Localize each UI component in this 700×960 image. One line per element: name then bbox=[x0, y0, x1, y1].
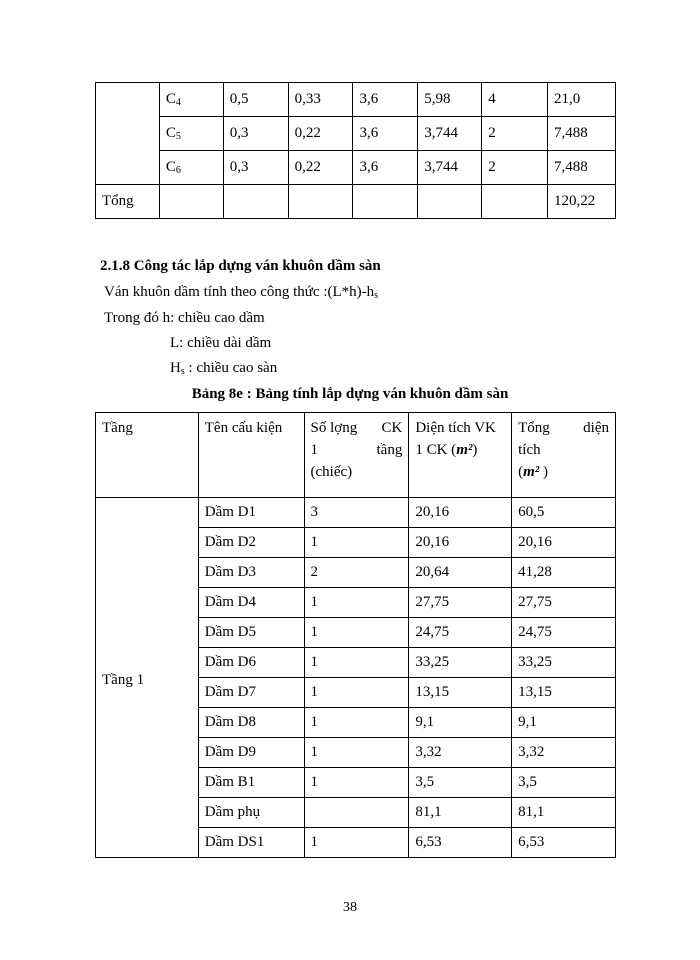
slab-height-line: Hs : chiều cao sàn bbox=[170, 360, 278, 377]
area-cell: 27,75 bbox=[409, 588, 512, 618]
area-cell: 13,15 bbox=[409, 678, 512, 708]
component-cell: Dầm D9 bbox=[198, 738, 304, 768]
component-cell: Dầm D2 bbox=[198, 528, 304, 558]
page-number: 38 bbox=[343, 900, 357, 915]
cell: 2 bbox=[482, 151, 548, 185]
table-row bbox=[96, 151, 616, 185]
total-cell: 3,32 bbox=[512, 738, 616, 768]
cell: 3,6 bbox=[353, 117, 418, 151]
total-label: Tổng bbox=[96, 185, 160, 219]
component-cell: Dầm D1 bbox=[198, 498, 304, 528]
component-cell: Dầm D8 bbox=[198, 708, 304, 738]
component-cell: C6 bbox=[159, 151, 223, 185]
table-body bbox=[96, 498, 616, 858]
cell: 0,22 bbox=[288, 117, 353, 151]
header-total-area: Tổng diện tích (m² ) bbox=[512, 413, 616, 498]
qty-cell: 1 bbox=[304, 588, 409, 618]
total-cell: 9,1 bbox=[512, 708, 616, 738]
table-row bbox=[96, 117, 616, 151]
cell: 3,744 bbox=[418, 117, 482, 151]
total-cell: 33,25 bbox=[512, 648, 616, 678]
cell bbox=[223, 185, 288, 219]
section-heading: 2.1.8 Công tác lắp dựng ván khuôn dầm sàn bbox=[100, 258, 381, 274]
qty-cell: 1 bbox=[304, 738, 409, 768]
qty-cell: 2 bbox=[304, 558, 409, 588]
cell: 3,6 bbox=[353, 83, 418, 117]
where-line: Trong đó h: chiều cao dầm bbox=[104, 310, 265, 326]
total-cell: 60,5 bbox=[512, 498, 616, 528]
cell bbox=[418, 185, 482, 219]
component-cell: Dầm D3 bbox=[198, 558, 304, 588]
qty-cell bbox=[304, 798, 409, 828]
area-cell: 20,16 bbox=[409, 498, 512, 528]
header-area: Diện tích VK 1 CK (m²) bbox=[409, 413, 512, 498]
header-quantity: Số lợng CK 1 tầng (chiếc) bbox=[304, 413, 409, 498]
component-cell: Dầm D5 bbox=[198, 618, 304, 648]
area-cell: 20,64 bbox=[409, 558, 512, 588]
total-cell: 41,28 bbox=[512, 558, 616, 588]
component-cell: Dầm B1 bbox=[198, 768, 304, 798]
area-cell: 24,75 bbox=[409, 618, 512, 648]
total-cell: 13,15 bbox=[512, 678, 616, 708]
total-row bbox=[96, 185, 616, 219]
component-cell: Dầm D6 bbox=[198, 648, 304, 678]
cell: 0,3 bbox=[223, 117, 288, 151]
merged-floor-cell bbox=[96, 83, 160, 185]
cell: 7,488 bbox=[548, 151, 616, 185]
total-cell: 6,53 bbox=[512, 828, 616, 858]
total-cell: 3,5 bbox=[512, 768, 616, 798]
total-cell: 20,16 bbox=[512, 528, 616, 558]
area-cell: 81,1 bbox=[409, 798, 512, 828]
area-cell: 33,25 bbox=[409, 648, 512, 678]
total-cell: 27,75 bbox=[512, 588, 616, 618]
cell: 2 bbox=[482, 117, 548, 151]
qty-cell: 1 bbox=[304, 678, 409, 708]
area-cell: 3,5 bbox=[409, 768, 512, 798]
column-formwork-table bbox=[95, 82, 616, 219]
component-cell: C4 bbox=[159, 83, 223, 117]
cell: 0,22 bbox=[288, 151, 353, 185]
qty-cell: 1 bbox=[304, 768, 409, 798]
header-component: Tên cấu kiện bbox=[198, 413, 304, 498]
cell: 5,98 bbox=[418, 83, 482, 117]
length-line: L: chiều dài dầm bbox=[170, 335, 272, 351]
area-cell: 3,32 bbox=[409, 738, 512, 768]
qty-cell: 1 bbox=[304, 648, 409, 678]
qty-cell: 1 bbox=[304, 828, 409, 858]
table-caption: Bảng 8e : Bảng tính lắp dựng ván khuôn dầm sàn bbox=[191, 386, 509, 402]
cell bbox=[159, 185, 223, 219]
qty-cell: 1 bbox=[304, 618, 409, 648]
qty-cell: 3 bbox=[304, 498, 409, 528]
cell: 21,0 bbox=[548, 83, 616, 117]
component-cell: C5 bbox=[159, 117, 223, 151]
cell: 0,3 bbox=[223, 151, 288, 185]
cell: 0,33 bbox=[288, 83, 353, 117]
cell bbox=[482, 185, 548, 219]
cell: 3,744 bbox=[418, 151, 482, 185]
cell: 4 bbox=[482, 83, 548, 117]
header-floor: Tầng bbox=[96, 413, 199, 498]
cell: 7,488 bbox=[548, 117, 616, 151]
cell: 0,5 bbox=[223, 83, 288, 117]
floor-cell: Tầng 1 bbox=[96, 498, 199, 858]
cell bbox=[353, 185, 418, 219]
component-cell: Dầm phụ bbox=[198, 798, 304, 828]
total-cell: 24,75 bbox=[512, 618, 616, 648]
table-header-row bbox=[96, 413, 616, 498]
qty-cell: 1 bbox=[304, 528, 409, 558]
component-cell: Dầm D7 bbox=[198, 678, 304, 708]
beam-formwork-table bbox=[95, 412, 616, 858]
table-row bbox=[96, 83, 616, 117]
qty-cell: 1 bbox=[304, 708, 409, 738]
area-cell: 6,53 bbox=[409, 828, 512, 858]
table-row bbox=[96, 498, 616, 528]
component-cell: Dầm DS1 bbox=[198, 828, 304, 858]
total-value: 120,22 bbox=[548, 185, 616, 219]
area-cell: 20,16 bbox=[409, 528, 512, 558]
cell: 3,6 bbox=[353, 151, 418, 185]
area-cell: 9,1 bbox=[409, 708, 512, 738]
total-cell: 81,1 bbox=[512, 798, 616, 828]
component-cell: Dầm D4 bbox=[198, 588, 304, 618]
formula-line: Ván khuôn dầm tính theo công thức :(L*h)-hs bbox=[104, 284, 379, 301]
cell bbox=[288, 185, 353, 219]
